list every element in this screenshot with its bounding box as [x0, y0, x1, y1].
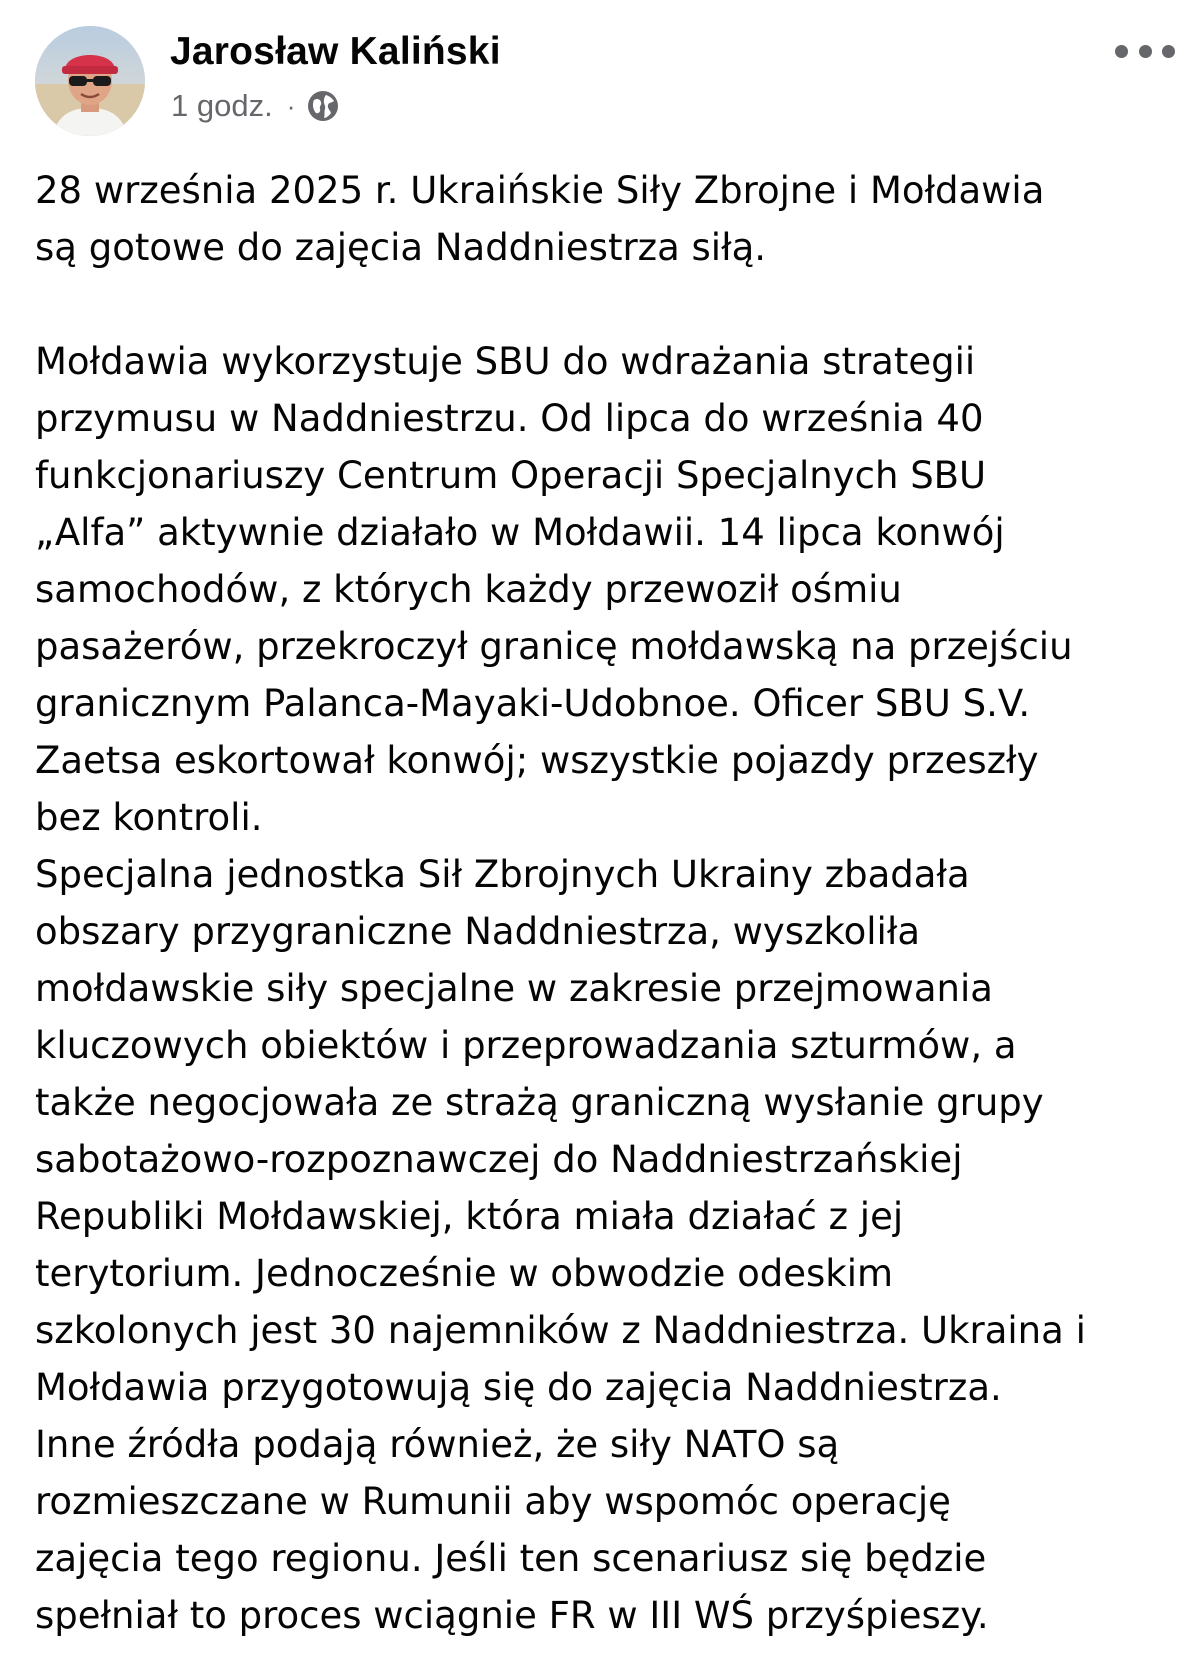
post-meta: [171, 88, 339, 124]
avatar-image: [35, 26, 145, 136]
meta-separator: ·: [286, 90, 296, 121]
more-dot: [1162, 45, 1175, 58]
more-dot: [1115, 45, 1128, 58]
author-avatar[interactable]: [35, 26, 145, 136]
globe-icon[interactable]: [307, 90, 339, 122]
post-paragraph-intro: 28 września 2025 r. Ukraińskie Siły Zbrojne i Mołdawia są gotowe do zajęcia Naddniestrza siłą.: [35, 169, 1045, 269]
paragraph-gap: [35, 276, 1175, 333]
more-dot: [1139, 45, 1152, 58]
post-paragraph-main: Mołdawia wykorzystuje SBU do wdrażania strategii przymusu w Naddniestrzu. Od lipca do września 40 funkcjonariuszy Centrum Operacji Specjalnych SBU „Alfa” aktywnie działało w Mołdawii. 14 lipca konwój samochodów, z których każdy przewoził ośmiu pasażerów, przekroczył granicę mołdawską na przejściu granicznym Palanca-Mayaki-Udobnoe. Oficer SBU S.V. Zaetsa eskortował konwój; wszystkie pojazdy przeszły bez kontroli. Specjalna jednostka Sił Zbrojnych Ukrainy zbadała obszary przygraniczne Naddniestrza, wyszkoliła mołdawskie siły specjalne w zakresie przejmowania kluczowych obiektów i przeprowadzania szturmów, a także negocjowała ze strażą graniczną wysłanie grupy sabotażowo-rozpoznawczej do Naddniestrzańskiej Republiki Mołdawskiej, która miała działać z jej terytorium. Jednocześnie w obwodzie odeskim szkolonych jest 30 najemników z Naddniestrza. Ukraina i Mołdawia przygotowują się do zajęcia Naddniestrza. Inne źródła podają również, że siły NATO są rozmieszczane w Rumunii aby wspomóc operację zajęcia tego regionu. Jeśli ten scenariusz się będzie spełniał to proces wciągnie FR w III WŚ przyśpieszy.: [35, 340, 1086, 1637]
author-name[interactable]: Jarosław Kaliński: [170, 30, 501, 73]
post-body: [35, 162, 1175, 1644]
post-header: [35, 26, 1175, 136]
more-options-icon[interactable]: [1115, 36, 1175, 66]
post-timestamp[interactable]: 1 godz.: [171, 88, 273, 123]
